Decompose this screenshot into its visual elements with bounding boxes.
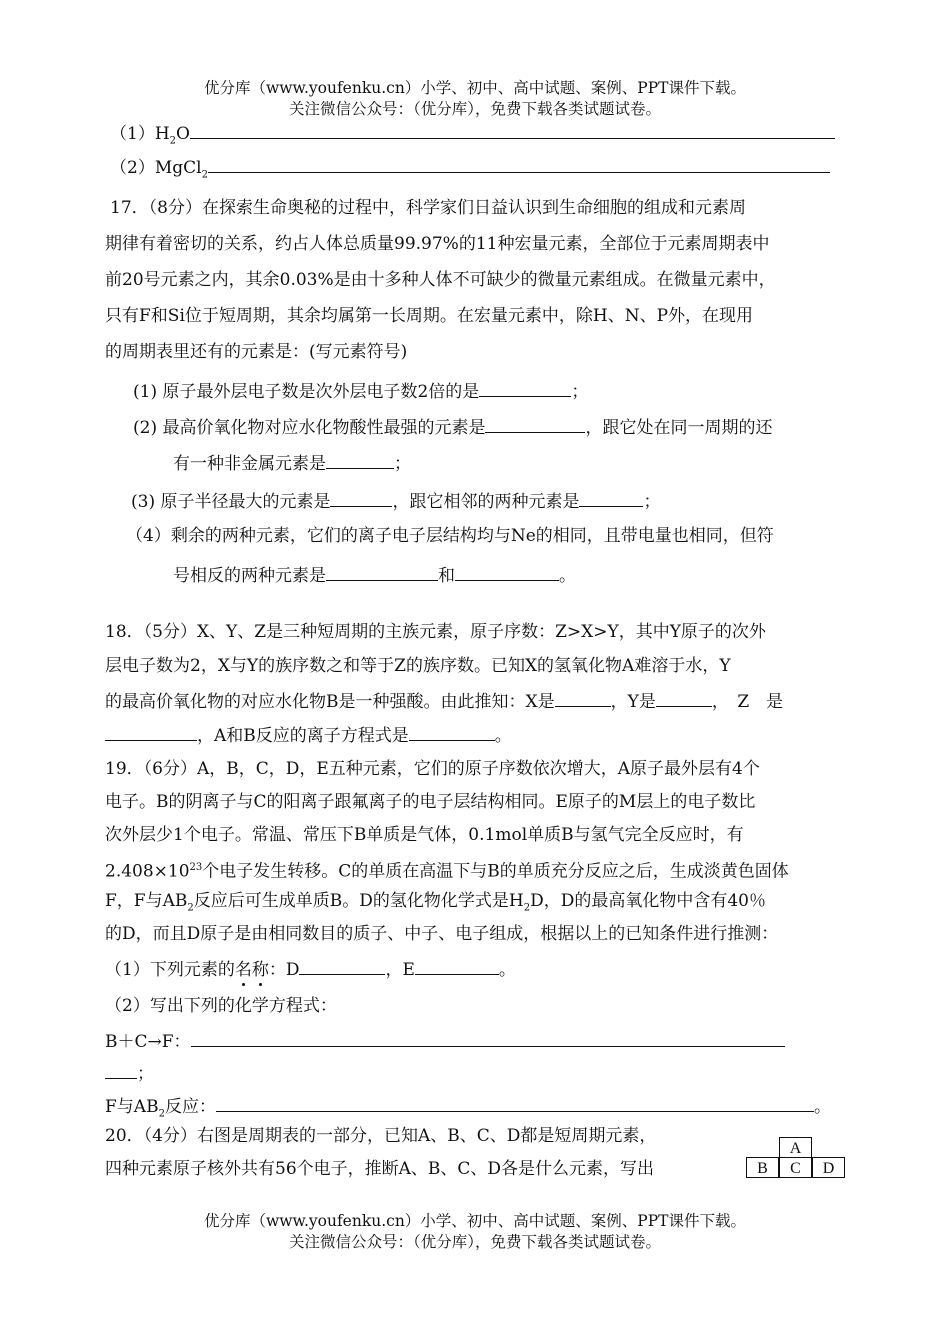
q18-line-3: 的最高价氧化物的对应水化物B是一种强酸。由此推知：X是 ，Y是 ， Z 是: [105, 688, 783, 714]
footer-line-1: 优分库（www.youfenku.cn）小学、初中、高中试题、案例、PPT课件下载。: [203, 1212, 747, 1230]
table-cell-a: A: [779, 1137, 812, 1158]
q19-line-6: 的D，而且D原子是由相同数目的质子、中子、电子组成，根据以上的已知条件进行推测：: [105, 924, 779, 944]
answer-blank[interactable]: [190, 120, 835, 139]
answer-blank[interactable]: [326, 562, 438, 581]
page-footer: [0, 1211, 950, 1253]
answer-blank[interactable]: [555, 688, 611, 707]
answer-blank[interactable]: [455, 562, 559, 581]
answer-blank[interactable]: [191, 1028, 785, 1047]
answer-blank[interactable]: [208, 154, 830, 173]
q19-part-1: （1）下列元素的名称：D ，E 。: [105, 956, 516, 982]
q19-line-4: $2.408\times 10^{23}$个电子发生转移。C的单质在高温下与B的单质充分反应之后，生成淡黄色固体: [105, 861, 789, 882]
q17-sub-4: （4）剩余的两种元素，它们的离子电子层结构均与Ne的相同，且带电量也相同，但符: [126, 526, 774, 546]
answer-blank[interactable]: [326, 450, 394, 469]
q16-item-1: $(1)H_2O$: [110, 120, 835, 153]
table-cell-b: B: [746, 1157, 779, 1178]
answer-blank[interactable]: [479, 378, 571, 397]
answer-blank[interactable]: [105, 1060, 137, 1079]
answer-blank[interactable]: [656, 688, 712, 707]
q20-line-1: 20．（4分）右图是周期表的一部分，已知A、B、C、D都是短周期元素，: [105, 1126, 657, 1146]
header-line-2: 关注微信公众号：（优分库），免费下载各类试题试卷。: [288, 100, 661, 118]
q17-line-5: 的周期表里还有的元素是：(写元素符号): [105, 342, 408, 362]
q17-sub-3: (3) 原子半径最大的元素是 ，跟它相邻的两种元素是 ；: [131, 488, 660, 514]
header-line-1: 优分库（www.youfenku.cn）小学、初中、高中试题、案例、PPT课件下载。: [203, 79, 747, 97]
answer-blank[interactable]: [579, 488, 643, 507]
q19-line-5: F，F与$AB_2$反应后可生成单质B。D的氢化物化学式是$H_2D$，D的最高氧化物中含有40％: [105, 891, 766, 914]
answer-blank[interactable]: [485, 414, 585, 433]
q16-item-2: （2）MgCl$_2$: [110, 154, 830, 187]
answer-blank[interactable]: [409, 722, 495, 741]
q20-line-2: 四种元素原子核外共有56个电子，推断A、B、C、D各是什么元素，写出: [105, 1159, 655, 1179]
q17-sub-2b: 有一种非金属元素是 ；: [173, 450, 411, 476]
q18-line-1: 18．（5分）X、Y、Z是三种短周期的主族元素，原子序数：Z>X>Y，其中Y原子的次外: [105, 622, 766, 642]
q17-sub-2: (2) 最高价氧化物对应水化物酸性最强的元素是 ，跟它处在同一周期的还: [133, 414, 772, 440]
q19-line-1: 19．（6分）A，B，C，D，E五种元素，它们的原子序数依次增大，A原子最外层有4个: [105, 759, 760, 779]
q19-equation-1-cont: ；: [105, 1060, 154, 1086]
answer-blank[interactable]: [299, 956, 385, 975]
table-cell-d: D: [812, 1157, 845, 1178]
q18-line-4: ，A和B反应的离子方程式是 。: [105, 722, 512, 748]
q19-line-3: 次外层少1个电子。常温、常压下B单质是气体，0.1mol单质B与氢气完全反应时，有: [105, 825, 744, 845]
q19-equation-1: B＋C→F：: [105, 1028, 785, 1054]
footer-line-2: 关注微信公众号：（优分库），免费下载各类试题试卷。: [288, 1233, 661, 1251]
answer-blank[interactable]: [216, 1093, 814, 1112]
q17-sub-1: (1) 原子最外层电子数是次外层电子数2倍的是 ；: [133, 378, 588, 404]
q17-line-1: 17．（8分）在探索生命奥秘的过程中，科学家们日益认识到生命细胞的组成和元素周: [110, 198, 746, 218]
q19-line-2: 电子。B的阴离子与C的阳离子跟氟离子的电子层结构相同。E原子的M层上的电子数比: [105, 792, 756, 812]
table-cell-c: C: [779, 1157, 812, 1178]
q17-line-3: 前20号元素之内，其余0.03%是由十多种人体不可缺少的微量元素组成。在微量元素中，: [105, 270, 776, 290]
q17-line-2: 期律有着密切的关系，约占人体总质量99.97%的11种宏量元素，全部位于元素周期表中: [105, 234, 770, 254]
answer-blank[interactable]: [330, 488, 392, 507]
page-header: [0, 78, 950, 120]
q19-part-2: （2）写出下列的化学方程式：: [105, 996, 337, 1016]
answer-blank[interactable]: [415, 956, 499, 975]
q17-sub-4b: 号相反的两种元素是 和 。: [173, 562, 576, 588]
q17-line-4: 只有F和Si位于短周期，其余均属第一长周期。在宏量元素中，除H、N、P外，在现用: [105, 306, 754, 326]
answer-blank[interactable]: [105, 722, 197, 741]
q19-equation-2: F与$AB_2$反应： 。: [105, 1093, 831, 1126]
q18-line-2: 层电子数为2，X与Y的族序数之和等于Z的族序数。已知X的氢氧化物A难溶于水，Y: [105, 656, 731, 676]
